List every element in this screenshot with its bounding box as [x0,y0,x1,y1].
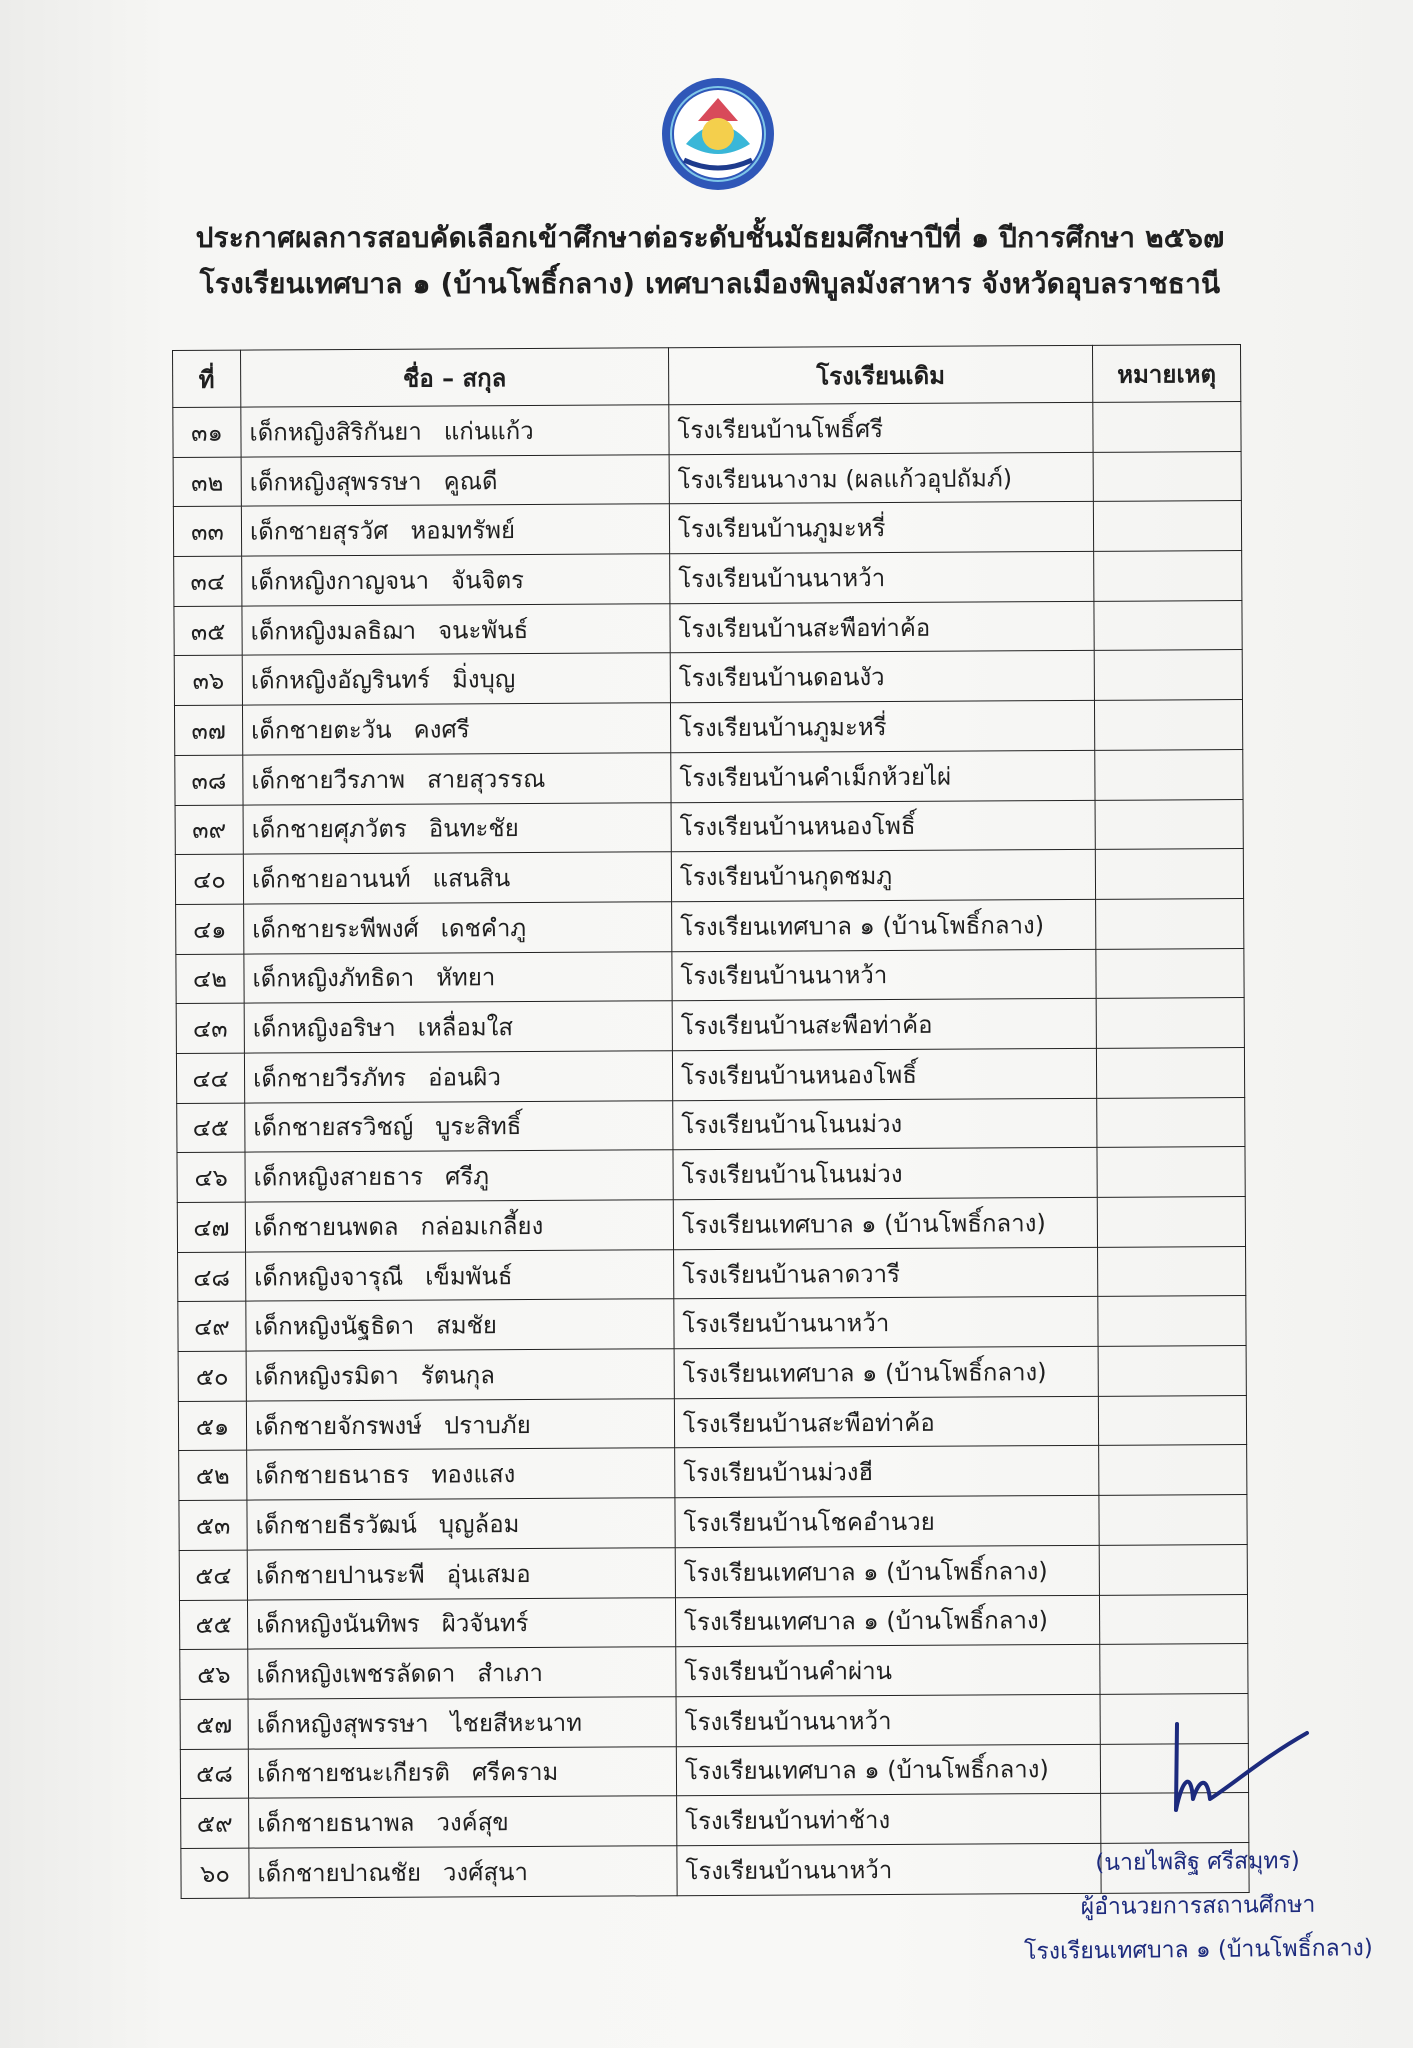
student-name-cell [242,653,670,705]
student-last-name: ทองแสง [431,1460,516,1489]
row-number: ๕๙ [181,1798,249,1848]
student-last-name: อุ่นเสมอ [446,1559,531,1589]
table-row [177,1197,1245,1253]
row-number: ๕๓ [179,1500,247,1550]
table-row [175,749,1243,805]
table-row [179,1445,1247,1501]
student-first-name: เด็กชายวีรภาพ [251,765,406,795]
row-number: ๕๖ [180,1649,248,1699]
table-row [179,1544,1247,1600]
student-name-cell [242,554,670,606]
student-last-name: จันจิตร [450,565,525,595]
student-name-cell [245,1200,673,1252]
student-name-cell [249,1796,677,1848]
student-first-name: เด็กชายชนะเกียรติ [256,1758,451,1788]
note-cell [1093,451,1241,502]
previous-school: โรงเรียนบ้านภูมะหรี่ [669,502,1093,554]
student-last-name: ไชยสีหะนาท [450,1708,583,1738]
student-name [255,1405,531,1446]
student-name-cell [248,1697,676,1749]
signature-block [1007,1838,1388,1974]
student-first-name: เด็กชายสุรวัศ [249,517,389,546]
previous-school: โรงเรียนเทศบาล ๑ (บ้านโพธิ์กลาง) [672,899,1096,951]
student-name [257,1702,583,1743]
student-first-name: เด็กชายนพดล [253,1212,399,1242]
student-first-name: เด็กหญิงรมิดา [254,1361,399,1391]
note-cell [1094,551,1242,602]
student-name [253,1107,521,1147]
column-header-school: โรงเรียนเดิม [668,345,1092,404]
previous-school: โรงเรียนเทศบาล ๑ (บ้านโพธิ์กลาง) [676,1744,1100,1796]
signer-position: ผู้อำนวยการสถานศึกษา [1080,1891,1316,1921]
student-last-name: บูระสิทธิ์ [435,1112,522,1142]
student-last-name: แก่นแก้ว [443,416,534,446]
previous-school: โรงเรียนบ้านท่าช้าง [677,1794,1101,1846]
student-name [250,461,498,501]
student-name [254,1156,490,1196]
row-number: ๓๒ [173,457,241,507]
student-last-name: แสนสิน [432,864,511,893]
student-name-cell [246,1299,674,1351]
table-row [181,1793,1249,1849]
table-row [173,501,1241,557]
row-number: ๓๖ [174,656,242,706]
table-row [180,1743,1248,1799]
student-first-name: เด็กหญิงกาญจนา [250,566,430,596]
student-name [249,411,533,452]
student-last-name: อ่อนผิว [428,1062,501,1092]
student-name-cell [246,1249,674,1301]
previous-school: โรงเรียนบ้านคำผ่าน [676,1645,1100,1697]
previous-school: โรงเรียนบ้านดอนงัว [670,651,1094,703]
student-name-cell [242,603,670,655]
row-number: ๔๗ [177,1202,245,1252]
admission-results-table [172,344,1250,1899]
student-name [254,1206,544,1247]
student-name [250,510,515,550]
student-last-name: คูณดี [443,466,498,496]
note-cell [1098,1246,1246,1297]
student-first-name: เด็กชายธนาพล [257,1808,415,1838]
column-header-note: หมายเหตุ [1092,345,1240,403]
previous-school: โรงเรียนบ้านสะพือท่าค้อ [674,1396,1098,1448]
student-name [254,1256,513,1296]
student-name [255,1454,515,1494]
note-cell [1096,998,1244,1049]
row-number: ๕๑ [178,1401,246,1451]
school-district-line: โรงเรียนเทศบาล ๑ (บ้านโพธิ์กลาง) เทศบาลเมืองพิบูลมังสาหาร จังหวัดอุบลราชธานี [199,267,1221,300]
student-name [255,1355,495,1395]
student-name [257,1752,559,1793]
row-number: ๔๙ [178,1301,246,1351]
student-name-cell [248,1647,676,1699]
student-last-name: กล่อมเกลี้ยง [420,1211,544,1241]
student-name-cell [243,753,671,805]
table-row [180,1693,1248,1749]
note-cell [1097,1197,1245,1248]
student-name-cell [244,1001,672,1053]
row-number: ๕๔ [179,1550,247,1600]
previous-school: โรงเรียนเทศบาล ๑ (บ้านโพธิ์กลาง) [674,1346,1098,1398]
note-cell [1098,1346,1246,1397]
student-first-name: เด็กชายธีรวัฒน์ [255,1510,417,1540]
student-name-cell [242,703,670,755]
row-number: ๓๗ [174,705,242,755]
table-row [176,1047,1244,1103]
announcement-header [160,215,1260,307]
column-header-name: ชื่อ – สกุล [241,348,669,407]
student-name [254,1305,497,1345]
note-cell [1096,948,1244,999]
student-first-name: เด็กชายวีรภัทร [252,1063,407,1093]
student-first-name: เด็กหญิงภัทธิดา [252,964,415,993]
note-cell [1097,1147,1245,1198]
student-name-cell [247,1597,675,1649]
table-row [174,650,1242,706]
column-header-no: ที่ [173,350,241,407]
table-row [176,998,1244,1054]
student-name-cell [246,1349,674,1401]
student-last-name: รัตนกุล [420,1361,496,1390]
previous-school: โรงเรียนเทศบาล ๑ (บ้านโพธิ์กลาง) [673,1197,1097,1249]
student-name-cell [244,1051,672,1103]
student-first-name: เด็กหญิงอริษา [252,1013,396,1043]
student-last-name: เดชคำภู [440,913,527,943]
table-row [178,1296,1246,1352]
student-first-name: เด็กชายปานระพี [255,1560,425,1590]
table-row [173,402,1241,458]
student-last-name: ผิวจันทร์ [441,1609,529,1638]
note-cell [1099,1495,1247,1546]
table-row [177,1097,1245,1153]
student-first-name: เด็กชายศุภวัตร [251,815,407,844]
student-name-cell [248,1746,676,1798]
student-last-name: เข็มพันธ์ [425,1261,513,1291]
student-first-name: เด็กหญิงอัญรินทร์ [250,665,431,695]
table-row [175,799,1243,855]
student-name-cell [246,1398,674,1450]
student-last-name: สำเภา [477,1658,543,1688]
note-cell [1097,1097,1245,1148]
student-name-cell [247,1448,675,1500]
student-name-cell [241,504,669,556]
student-last-name: สายสุวรรณ [426,764,546,794]
student-name [252,858,510,898]
student-first-name: เด็กหญิงสุพรรษา [249,467,422,497]
previous-school: โรงเรียนบ้านโนนม่วง [673,1098,1097,1150]
student-name-cell [241,405,669,457]
table-row [178,1395,1246,1451]
table-row [178,1246,1246,1302]
note-cell [1095,749,1243,800]
note-cell [1099,1594,1247,1645]
previous-school: โรงเรียนบ้านหนองโพธิ์ [671,800,1095,852]
note-cell [1095,849,1243,900]
row-number: ๓๑ [173,407,241,457]
student-first-name: เด็กชายปาณชัย [257,1858,422,1888]
row-number: ๔๑ [176,904,244,954]
previous-school: โรงเรียนบ้านสะพือท่าค้อ [670,601,1094,653]
student-name [251,659,516,699]
student-first-name: เด็กหญิงจารุณี [254,1262,404,1292]
row-number: ๓๓ [173,506,241,556]
student-first-name: เด็กชายระพีพงศ์ [252,914,419,944]
row-number: ๔๐ [175,854,243,904]
previous-school: โรงเรียนบ้านนาหว้า [672,949,1096,1001]
note-cell [1099,1445,1247,1496]
table-row [174,700,1242,756]
student-first-name: เด็กหญิงสายธาร [253,1162,424,1192]
row-number: ๕๐ [178,1351,246,1401]
table-row [173,451,1241,507]
student-last-name: หัทยา [436,963,496,992]
student-last-name: ศรีภู [445,1162,490,1191]
row-number: ๓๘ [175,755,243,805]
note-cell [1100,1644,1248,1695]
table-row [176,948,1244,1004]
row-number: ๕๗ [180,1699,248,1749]
previous-school: โรงเรียนบ้านนาหว้า [670,551,1094,603]
student-name [251,709,470,749]
student-name-cell [247,1548,675,1600]
previous-school: โรงเรียนบ้านลาดวารี [674,1247,1098,1299]
student-last-name: หอมทรัพย์ [410,516,516,545]
student-last-name: จนะพันธ์ [437,615,529,645]
previous-school: โรงเรียนบ้านม่วงฮี [675,1446,1099,1498]
note-cell [1094,700,1242,751]
row-number: ๔๘ [178,1252,246,1302]
student-first-name: เด็กชายธนาธร [255,1460,410,1490]
previous-school: โรงเรียนบ้านภูมะหรี่ [670,700,1094,752]
note-cell [1098,1296,1246,1347]
table-row [178,1346,1246,1402]
student-name [256,1653,543,1694]
row-number: ๕๕ [179,1600,247,1650]
student-first-name: เด็กหญิงสิริกันยา [249,417,422,447]
table-row [175,849,1243,905]
student-last-name: เหลื่อมใส [417,1013,514,1042]
note-cell [1095,799,1243,850]
row-number: ๕๒ [179,1451,247,1501]
row-number: ๔๖ [177,1152,245,1202]
school-logo [660,76,776,192]
table-row [177,1147,1245,1203]
previous-school: โรงเรียนบ้านโพธิ์ศรี [669,402,1093,454]
student-name [252,808,519,848]
note-cell [1096,1047,1244,1098]
student-first-name: เด็กหญิงนันทิพร [256,1609,420,1639]
row-number: ๔๕ [177,1103,245,1153]
student-first-name: เด็กหญิงนัฐธิดา [254,1311,415,1341]
previous-school: โรงเรียนบ้านสะพือท่าค้อ [672,999,1096,1051]
student-name-cell [245,1150,673,1202]
table-row [174,600,1242,656]
row-number: ๓๔ [174,556,242,606]
table-row [174,551,1242,607]
student-last-name: สมชัย [436,1311,498,1340]
signer-name: (นายไพสิฐ ศรีสมุทร) [1095,1847,1300,1877]
row-number: ๔๔ [176,1053,244,1103]
previous-school: โรงเรียนเทศบาล ๑ (บ้านโพธิ์กลาง) [675,1595,1099,1647]
student-name [250,560,524,601]
table-row [176,898,1244,954]
table-row [179,1594,1247,1650]
note-cell [1094,600,1242,651]
student-name [256,1554,531,1595]
student-first-name: เด็กชายสรวิชญ์ [253,1113,414,1143]
previous-school: โรงเรียนบ้านกุดชมภู [671,850,1095,902]
student-name [250,610,528,651]
student-name-cell [247,1498,675,1550]
student-name [252,958,495,998]
student-last-name: อินทะชัย [428,814,519,843]
previous-school: โรงเรียนนางาม (ผลแก้วอุปถัมภ์) [669,452,1093,504]
student-first-name: เด็กหญิงมลธิฌา [250,616,417,646]
student-name [253,1007,513,1047]
previous-school: โรงเรียนเทศบาล ๑ (บ้านโพธิ์กลาง) [675,1545,1099,1597]
row-number: ๓๕ [174,606,242,656]
table-header-row [173,345,1241,408]
table-body [173,402,1249,1899]
announcement-title: ประกาศผลการสอบคัดเลือกเข้าศึกษาต่อระดับชั้นมัธยมศึกษาปีที่ ๑ ปีการศึกษา ๒๕๖๗ [195,221,1225,254]
student-first-name: เด็กหญิงเพชรลัดดา [256,1659,456,1689]
student-name-cell [249,1846,677,1898]
note-cell [1093,501,1241,552]
student-first-name: เด็กชายอานนท์ [251,864,411,894]
note-cell [1098,1395,1246,1446]
student-name-cell [243,802,671,854]
student-name [253,1057,501,1097]
student-first-name: เด็กชายจักรพงษ์ [254,1411,423,1441]
student-name-cell [241,454,669,506]
student-first-name: เด็กชายตะวัน [251,715,392,745]
previous-school: โรงเรียนบ้านหนองโพธิ์ [672,1048,1096,1100]
note-cell [1099,1544,1247,1595]
student-name-cell [243,852,671,904]
student-last-name: มิ่งบุญ [451,665,516,694]
student-name-cell [244,902,672,954]
note-cell [1096,898,1244,949]
student-name-cell [244,951,672,1003]
student-first-name: เด็กหญิงสุพรรษา [256,1709,429,1739]
handwritten-signature [1160,1720,1310,1830]
student-name [251,759,545,800]
row-number: ๕๘ [180,1749,248,1799]
student-last-name: คงศรี [413,715,470,744]
row-number: ๔๒ [176,954,244,1004]
previous-school: โรงเรียนบ้านโนนม่วง [673,1148,1097,1200]
student-last-name: ปราบภัย [443,1410,531,1440]
student-last-name: บุญล้อม [438,1510,520,1539]
row-number: ๖๐ [181,1848,249,1898]
student-name [255,1504,519,1544]
student-last-name: วงค์สุข [436,1808,509,1837]
signer-school: โรงเรียนเทศบาล ๑ (บ้านโพธิ์กลาง) [1023,1935,1373,1965]
table-row [180,1644,1248,1700]
previous-school: โรงเรียนบ้านนาหว้า [677,1843,1101,1895]
previous-school: โรงเรียนบ้านนาหว้า [676,1694,1100,1746]
previous-school: โรงเรียนบ้านคำเม็กห้วยไผ่ [671,750,1095,802]
row-number: ๓๙ [175,805,243,855]
previous-school: โรงเรียนบ้านนาหว้า [674,1297,1098,1349]
student-name-cell [245,1100,673,1152]
student-last-name: ศรีคราม [471,1758,559,1787]
student-name [256,1603,529,1644]
student-name [252,908,526,949]
student-last-name: วงศ์สุนา [442,1857,529,1887]
table-row [179,1495,1247,1551]
row-number: ๔๓ [176,1003,244,1053]
note-cell [1093,402,1241,453]
student-name [257,1852,528,1893]
previous-school: โรงเรียนบ้านโชคอำนวย [675,1495,1099,1547]
note-cell [1094,650,1242,701]
student-name [257,1802,509,1842]
